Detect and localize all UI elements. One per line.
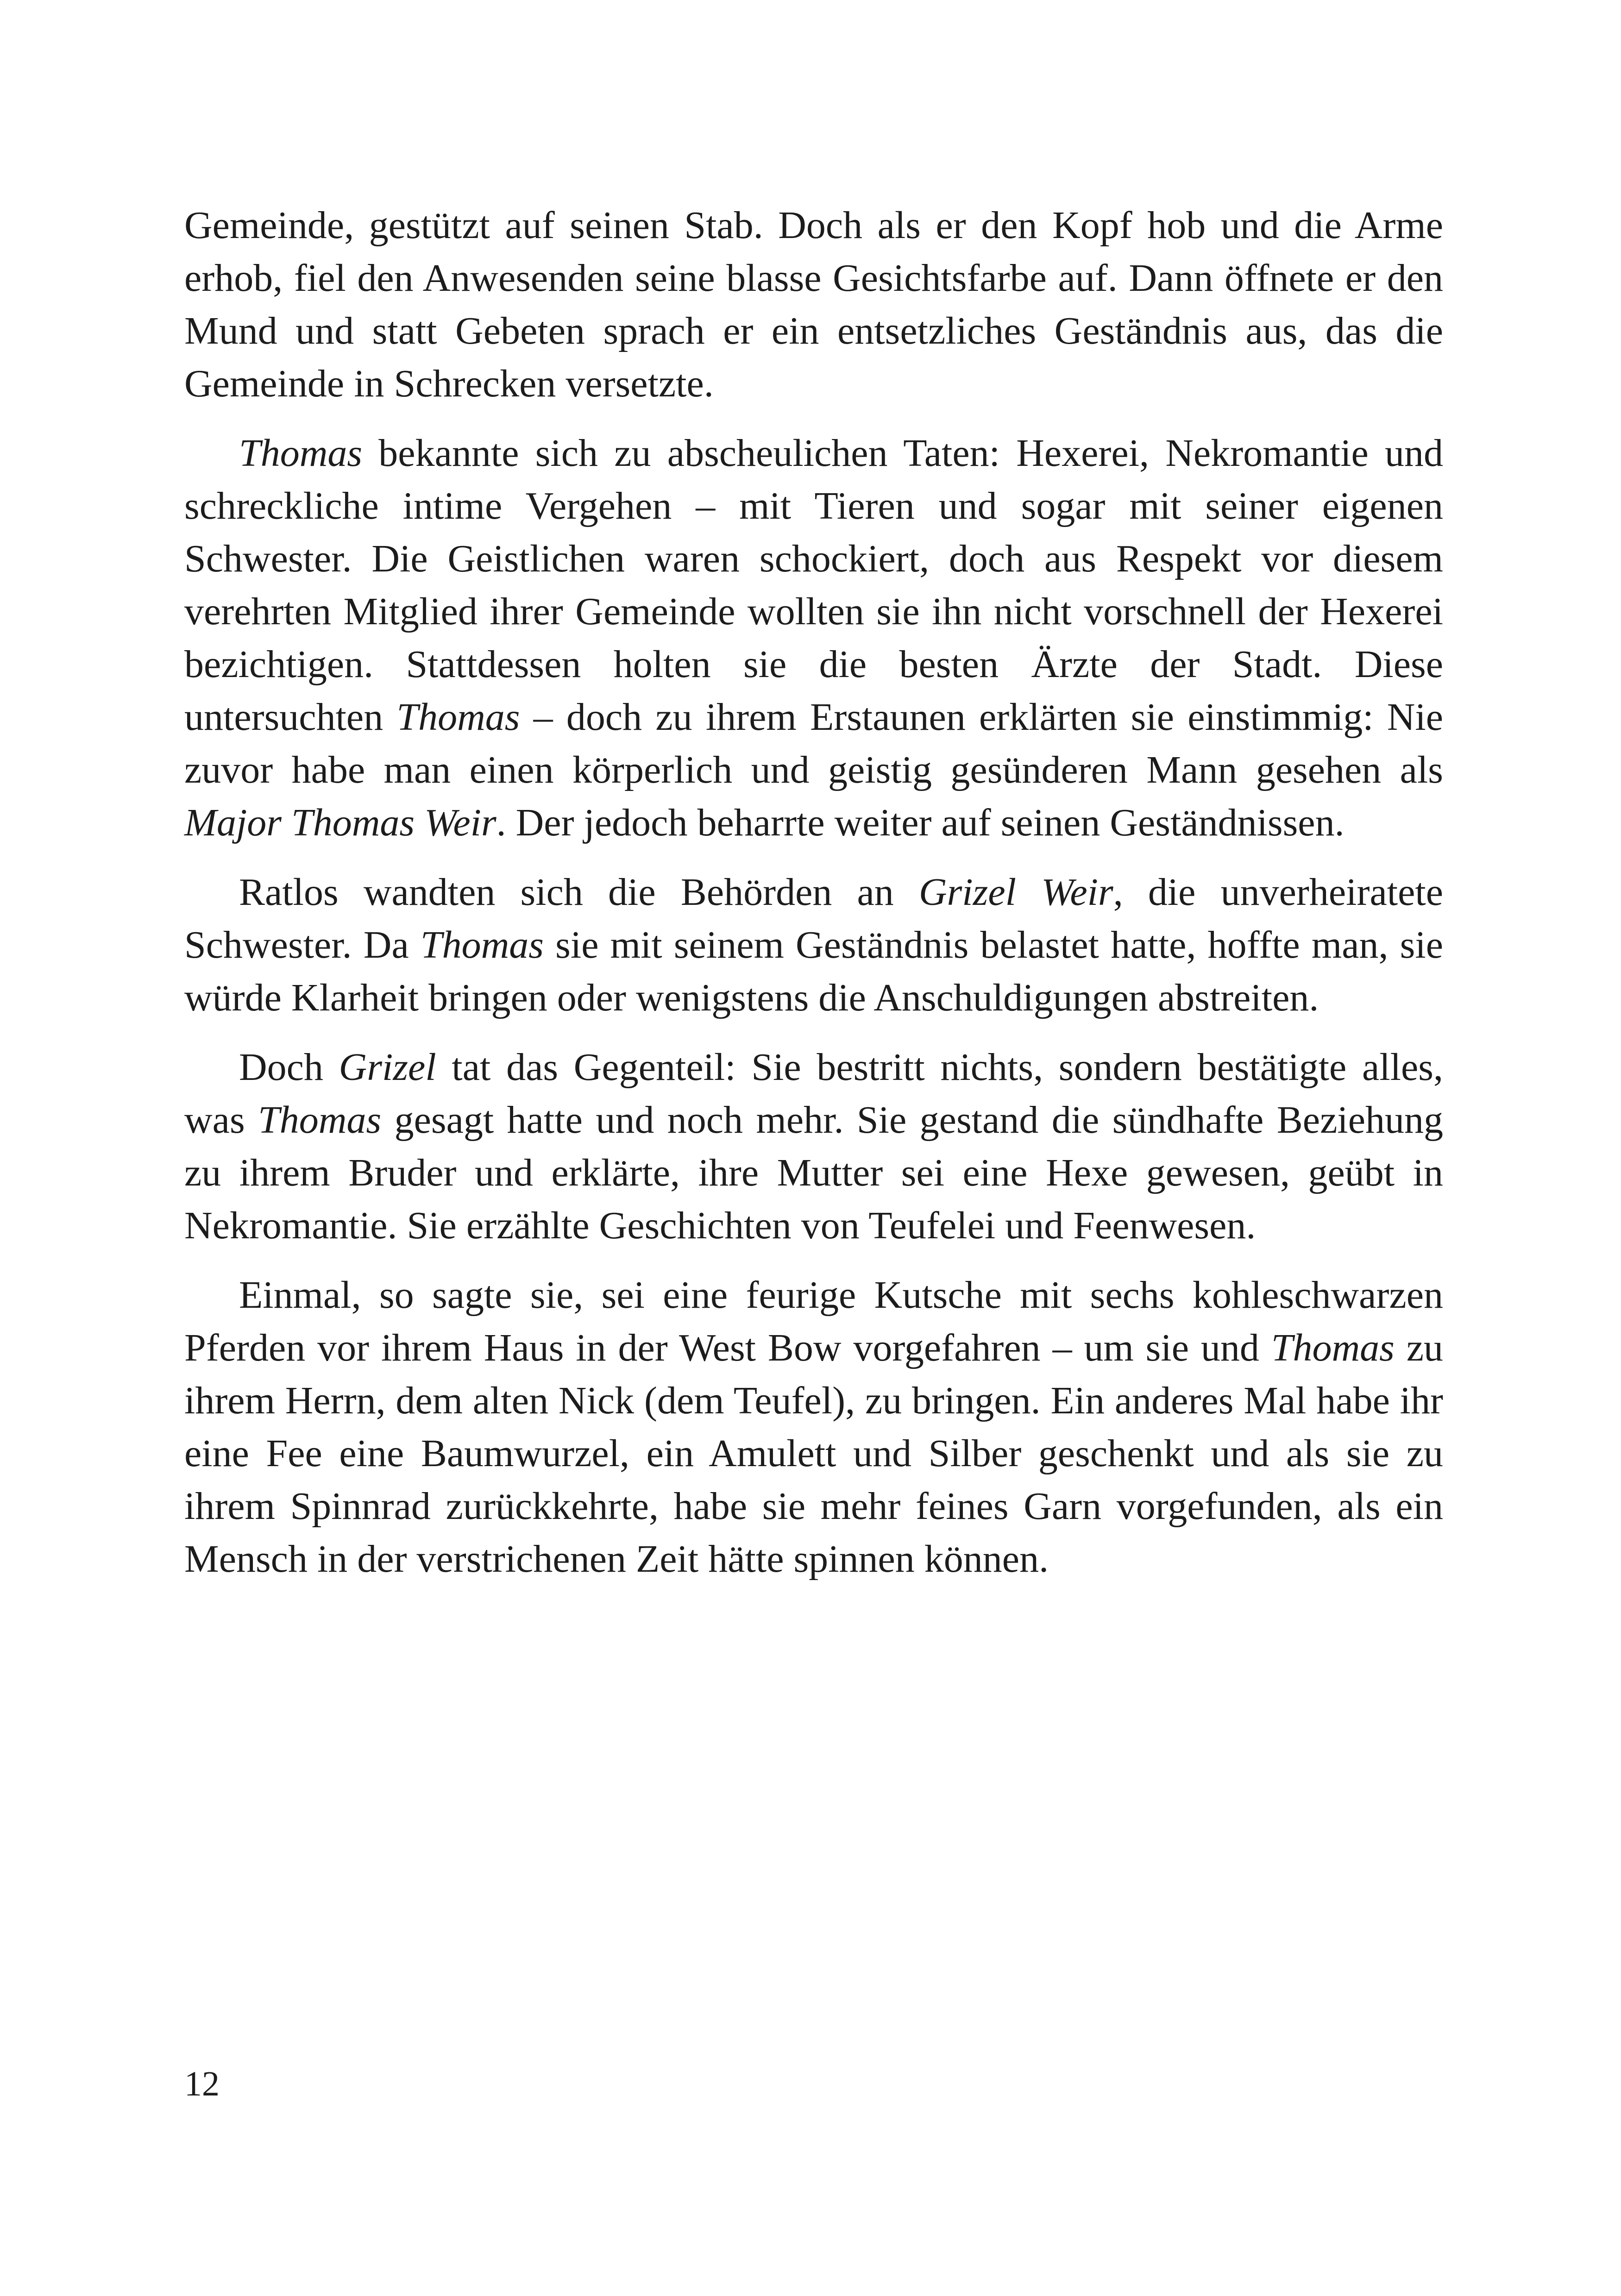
text-run: Doch	[239, 1046, 339, 1089]
paragraph	[184, 427, 1443, 849]
text-run: . Der jedoch beharrte weiter auf seinen Geständnissen.	[496, 801, 1345, 844]
italic-name: Thomas	[420, 923, 544, 966]
page-number: 12	[184, 2064, 220, 2103]
italic-name: Thomas	[239, 432, 363, 475]
italic-name: Thomas	[258, 1098, 382, 1142]
paragraph	[184, 1041, 1443, 1252]
italic-name: Grizel	[339, 1046, 436, 1089]
text-run: zu ihrem Herrn, dem alten Nick (dem Teufel), zu bringen. Ein anderes Mal habe ihr eine Fee eine Baumwurzel, ein Amulett und Silber geschenkt und als sie zu ihrem Spinnrad zurückkehrte, habe sie mehr feines Garn vorgefunden, als ein Mensch in der verstrichenen Zeit hätte spinnen können.	[184, 1326, 1443, 1581]
italic-name: Thomas	[396, 696, 520, 739]
body-text	[184, 199, 1443, 1602]
italic-name: Major Thomas Weir	[184, 801, 496, 844]
text-run: Einmal, so sagte sie, sei eine feurige Kutsche mit sechs kohleschwarzen Pferden vor ihrem Haus in der West Bow vorgefahren – um sie und	[184, 1273, 1443, 1369]
paragraph	[184, 1269, 1443, 1586]
paragraph	[184, 199, 1443, 410]
text-run: Gemeinde, gestützt auf seinen Stab. Doch als er den Kopf hob und die Arme erhob, fiel den Anwesenden seine blasse Gesichtsfarbe auf. Dann öffnete er den Mund und statt Gebeten sprach er ein entsetzliches Geständnis aus, das die Gemeinde in Schrecken versetzte.	[184, 204, 1443, 405]
text-run: bekannte sich zu abscheulichen Taten: Hexerei, Nekromantie und schreckliche intime Vergehen – mit Tieren und sogar mit seiner eigenen Schwester. Die Geistlichen waren schockiert, doch aus Respekt vor diesem verehrten Mitglied ihrer Gemeinde wollten sie ihn nicht vorschnell der Hexerei bezichtigen. Stattdessen holten sie die besten Ärzte der Stadt. Diese untersuchten	[184, 432, 1443, 739]
italic-name: Thomas	[1271, 1326, 1395, 1369]
text-run: , die unverheiratete Schwester. Da	[184, 871, 1443, 966]
text-run: gesagt hatte und noch mehr. Sie gestand die sündhafte Beziehung zu ihrem Bruder und erklärte, ihre Mutter sei eine Hexe gewesen, geübt in Nekromantie. Sie erzählte Geschichten von Teufelei und Feenwesen.	[184, 1098, 1443, 1247]
text-run: – doch zu ihrem Erstaunen erklärten sie einstimmig: Nie zuvor habe man einen körperlich und geistig gesünderen Mann gesehen als	[184, 696, 1444, 791]
italic-name: Grizel Weir	[918, 871, 1113, 914]
text-run: tat das Gegenteil: Sie bestritt nichts, sondern bestätigte alles, was	[184, 1046, 1443, 1142]
text-run: sie mit seinem Geständnis belastet hatte, hoffte man, sie würde Klarheit bringen oder wenigstens die Anschuldigungen abstreiten.	[184, 923, 1443, 1019]
text-run: Ratlos wandten sich die Behörden an	[239, 871, 919, 914]
paragraph	[184, 866, 1443, 1024]
